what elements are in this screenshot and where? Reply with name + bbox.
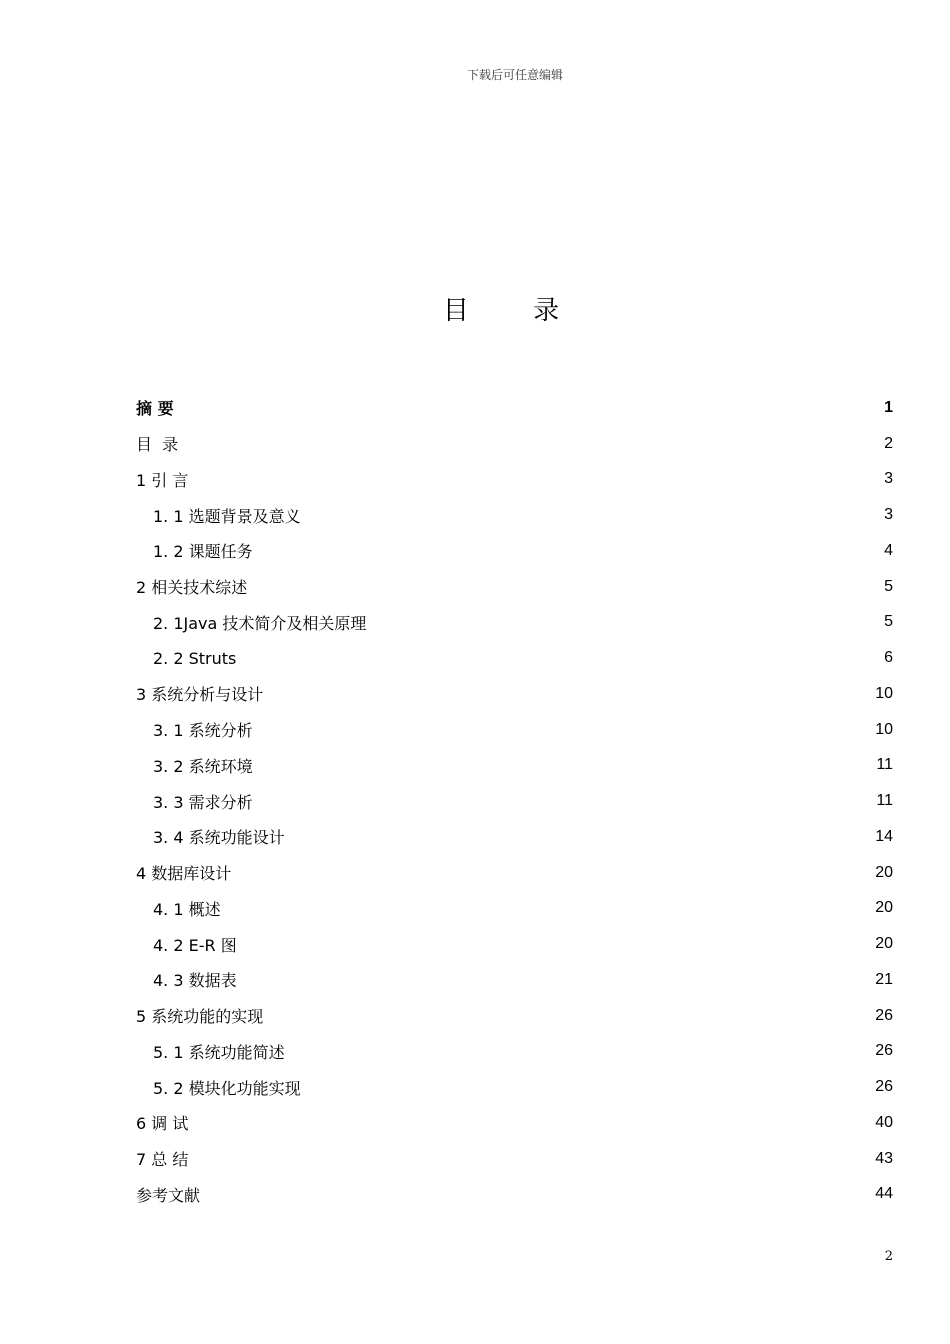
toc-entry[interactable] xyxy=(136,462,893,498)
toc-entry[interactable] xyxy=(136,533,893,569)
toc-entry[interactable] xyxy=(136,748,893,784)
toc-entry-label: 参考文献 xyxy=(136,1185,201,1205)
toc-entry-label: 5 系统功能的实现 xyxy=(136,1007,264,1027)
toc-entry[interactable] xyxy=(136,426,893,462)
toc-entry-page: 40 xyxy=(875,1113,893,1131)
toc-entry-label: 3. 3 需求分析 xyxy=(153,792,253,812)
toc-entry[interactable] xyxy=(136,855,893,891)
toc-entry-page: 11 xyxy=(876,792,893,810)
toc-entry[interactable] xyxy=(136,712,893,748)
toc-entry-page: 5 xyxy=(884,613,893,631)
toc-entry[interactable] xyxy=(136,1069,893,1105)
toc-entry-label: 4. 3 数据表 xyxy=(153,971,237,991)
toc-entry-page: 21 xyxy=(875,970,893,988)
toc-entry-page: 1 xyxy=(884,398,893,416)
toc-entry[interactable] xyxy=(136,390,893,426)
toc-entry[interactable] xyxy=(136,640,893,676)
toc-entry-page: 2 xyxy=(884,434,893,452)
toc-entry-label: 5. 1 系统功能简述 xyxy=(153,1042,285,1062)
toc-entry-page: 20 xyxy=(875,863,893,881)
toc-entry-label: 4. 1 概述 xyxy=(153,899,221,919)
toc-entry-page: 5 xyxy=(884,577,893,595)
header-note: 下载后可任意编辑 xyxy=(466,68,563,82)
toc-entry-page: 26 xyxy=(875,1078,893,1096)
toc-entry-label: 1. 2 课题任务 xyxy=(153,542,253,562)
toc-entry-page: 26 xyxy=(875,1006,893,1024)
toc-entry-label: 3. 2 系统环境 xyxy=(153,756,253,776)
toc-entry[interactable] xyxy=(136,569,893,605)
toc-entry-page: 20 xyxy=(875,935,893,953)
toc-entry-label: 2. 2 Struts xyxy=(153,648,237,668)
toc-entry-page: 10 xyxy=(875,720,893,738)
toc-entry-page: 14 xyxy=(875,827,893,845)
toc-entry[interactable] xyxy=(136,605,893,641)
toc-entry[interactable] xyxy=(136,891,893,927)
toc-entry[interactable] xyxy=(136,1141,893,1177)
toc-entry[interactable] xyxy=(136,962,893,998)
toc-entry[interactable] xyxy=(136,1105,893,1141)
toc-entry-label: 2 相关技术综述 xyxy=(136,578,248,598)
toc-entry[interactable] xyxy=(136,497,893,533)
toc-entry-label: 1 引 言 xyxy=(136,470,189,490)
toc-entry[interactable] xyxy=(136,998,893,1034)
toc-entry-label: 7 总 结 xyxy=(136,1150,189,1170)
toc-entry-label: 6 调 试 xyxy=(136,1114,189,1134)
toc-entry-page: 20 xyxy=(875,899,893,917)
toc-entry[interactable] xyxy=(136,783,893,819)
toc-entry-page: 10 xyxy=(875,684,893,702)
toc-entry-page: 4 xyxy=(884,541,893,559)
toc-entry-label: 1. 1 选题背景及意义 xyxy=(153,506,301,526)
toc-entry-label: 3. 1 系统分析 xyxy=(153,721,253,741)
toc-entry-page: 11 xyxy=(876,756,893,774)
toc-entry[interactable] xyxy=(136,926,893,962)
toc-entry-label: 目 录 xyxy=(136,435,179,455)
toc-entry-page: 44 xyxy=(875,1185,893,1203)
toc-entry-page: 3 xyxy=(884,506,893,524)
toc-entry[interactable] xyxy=(136,819,893,855)
toc-entry-label: 5. 2 模块化功能实现 xyxy=(153,1078,301,1098)
toc-entry[interactable] xyxy=(136,1034,893,1070)
toc-entry-label: 4 数据库设计 xyxy=(136,864,232,884)
toc-entry-label: 3. 4 系统功能设计 xyxy=(153,828,285,848)
toc-entry-page: 26 xyxy=(875,1042,893,1060)
toc-entry-label: 3 系统分析与设计 xyxy=(136,685,264,705)
toc-entry-page: 3 xyxy=(884,470,893,488)
page-number: 2 xyxy=(884,1249,893,1264)
toc-entry-label: 2. 1Java 技术简介及相关原理 xyxy=(153,613,367,633)
toc-entry-page: 6 xyxy=(884,649,893,667)
toc-entry[interactable] xyxy=(136,676,893,712)
toc-list xyxy=(136,390,893,1212)
toc-entry-label: 4. 2 E-R 图 xyxy=(153,935,237,955)
toc-entry-label: 摘 要 xyxy=(136,399,174,419)
page-title: 目 录 xyxy=(442,296,588,326)
toc-entry[interactable] xyxy=(136,1177,893,1213)
toc-entry-page: 43 xyxy=(875,1149,893,1167)
